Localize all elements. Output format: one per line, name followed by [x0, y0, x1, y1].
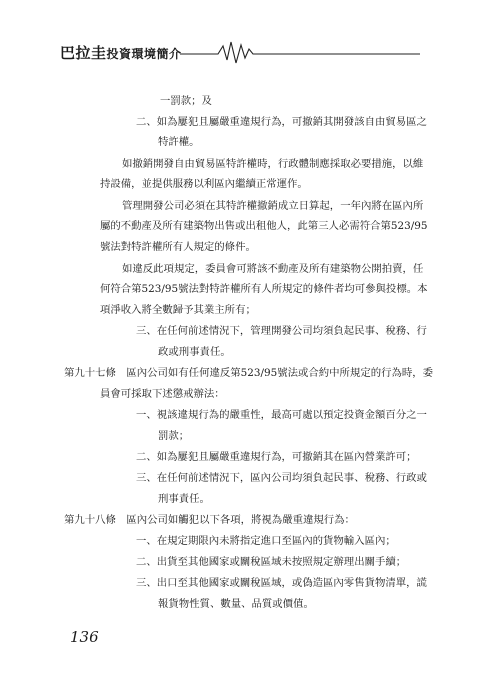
text-line: 一罰款；及: [160, 95, 212, 107]
text-line: 如撤銷開發自由貿易區特許權時，行政體制應採取必要措施，以維: [122, 158, 424, 170]
text-line: 項淨收入將全數歸予其業主所有；: [100, 304, 256, 316]
text-line: 二、出貨至其他國家或關稅區域未按照規定辦理出關手續；: [136, 556, 407, 568]
text-line: 報貨物性質、數量、品質或價值。: [158, 598, 314, 610]
text-line: 刑事責任。: [158, 493, 210, 505]
text-line: 何符合第523/95號法對特許權所有人所規定的條件者均可參與投標。本: [100, 283, 428, 295]
text-line: 二、如為屢犯且屬嚴重違規行為，可撤銷其在區內營業許可；: [136, 451, 417, 463]
text-line: 如違反此項規定，委員會可將該不動產及所有建築物公開拍賣，任: [122, 263, 424, 275]
text-line: 二、如為屢犯且屬嚴重違規行為，可撤銷其開發該自由貿易區之: [136, 116, 427, 128]
page-number: 136: [70, 628, 99, 646]
header-title-main: 巴拉圭: [60, 44, 107, 62]
text-line: 三、出口至其他國家或關稅區域，或偽造區內零售貨物清單，謊: [136, 577, 427, 589]
text-line: 三、在任何前述情況下，管理開發公司均須負起民事、稅務、行: [136, 325, 427, 337]
article-98: 第九十八條 區內公司如觸犯以下各項，將視為嚴重違規行為：: [64, 514, 355, 526]
header-title: [60, 42, 182, 63]
article-97: 第九十七條 區內公司如有任何違反第523/95號法或合約中所規定的行為時，委: [64, 367, 434, 379]
header-title-sub: 投資環境簡介: [106, 47, 182, 61]
text-line: 一、視該違規行為的嚴重性，最高可處以預定投資金額百分之一: [136, 409, 427, 421]
text-line: 特許權。: [158, 136, 200, 148]
text-line: 一、在規定期限內未將指定進口至區內的貨物輸入區內；: [136, 535, 396, 547]
text-line: 屬的不動產及所有建築物出售或出租他人，此第三人必需符合第523/95: [100, 220, 428, 232]
text-line: 三、在任何前述情況下，區內公司均須負起民事、稅務、行政或: [136, 472, 427, 484]
text-line: 持設備，並提供服務以利區內繼續正常運作。: [100, 178, 308, 190]
text-line: 政或刑事責任。: [158, 346, 231, 358]
running-header: [60, 36, 420, 66]
text-line: 員會可採取下述懲戒辦法：: [100, 388, 225, 400]
text-line: 號法對特許權所有人規定的條件。: [100, 241, 256, 253]
text-line: 管理開發公司必須在其特許權撤銷成立日算起，一年內將在區內所: [122, 200, 424, 212]
text-line: 罰款；: [158, 430, 190, 442]
